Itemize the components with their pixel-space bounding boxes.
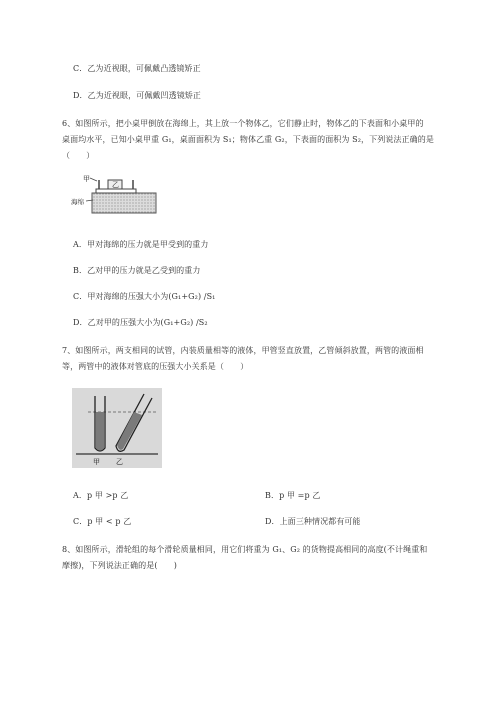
q7-stem-line1: 7、如图所示，两支相同的试管，内装质量相等的液体，甲管竖直放置，乙管倾斜放置，两管的液面相 bbox=[62, 346, 424, 355]
q6-stem-line1: 6、如图所示，把小桌甲倒放在海绵上，其上放一个物体乙，它们静止时，物体乙的下表面和小桌甲的 bbox=[62, 119, 424, 128]
q5-option-c: C．乙为近视眼，可佩戴凸透镜矫正 bbox=[73, 64, 201, 73]
fig6-label-yi: 乙 bbox=[112, 181, 119, 189]
q7-option-d: D．上面三种情况都有可能 bbox=[265, 517, 361, 526]
fig7-label-yi: 乙 bbox=[116, 458, 123, 466]
q6-figure-sponge-table bbox=[66, 175, 161, 217]
q6-option-a: A．甲对海绵的压力就是甲受到的重力 bbox=[73, 240, 209, 249]
q6-option-d: D．乙对甲的压强大小为(G₁+G₂) /S₂ bbox=[73, 318, 208, 327]
q8-stem-line2: 摩擦)，下列说法正确的是( ) bbox=[62, 561, 177, 570]
q8-stem-line1: 8、如图所示，滑轮组的每个滑轮质量相同，用它们将重为 G₁、G₂ 的货物提高相同的高度(不计绳重和 bbox=[62, 545, 428, 554]
q7-stem-line2: 等，两管中的液体对管底的压强大小关系是（ ） bbox=[62, 362, 249, 371]
q6-stem-line2: 桌面均水平，已知小桌甲重 G₁，桌面面积为 S₁；物体乙重 G₂，下表面的面积为 S₂，下列说法正确的是 bbox=[62, 135, 434, 144]
q7-figure-test-tubes bbox=[72, 388, 162, 468]
q5-option-d: D．乙为近视眼，可佩戴凹透镜矫正 bbox=[73, 91, 202, 100]
q7-option-b: B．p 甲 =p 乙 bbox=[265, 491, 321, 500]
fig6-label-jia: 甲 bbox=[83, 175, 90, 183]
sponge-block bbox=[92, 193, 156, 213]
fig7-label-jia: 甲 bbox=[93, 458, 100, 466]
q6-stem-line3: （ ） bbox=[62, 151, 95, 160]
table-top bbox=[96, 189, 136, 193]
q7-option-a: A．p 甲 >p 乙 bbox=[73, 491, 129, 500]
fig6-label-sponge: 海绵 bbox=[71, 198, 84, 206]
q7-option-c: C．p 甲 < p 乙 bbox=[73, 517, 132, 526]
q6-option-c: C．甲对海绵的压强大小为(G₁+G₂) /S₁ bbox=[73, 292, 216, 301]
q6-option-b: B．乙对甲的压力就是乙受到的重力 bbox=[73, 266, 201, 275]
